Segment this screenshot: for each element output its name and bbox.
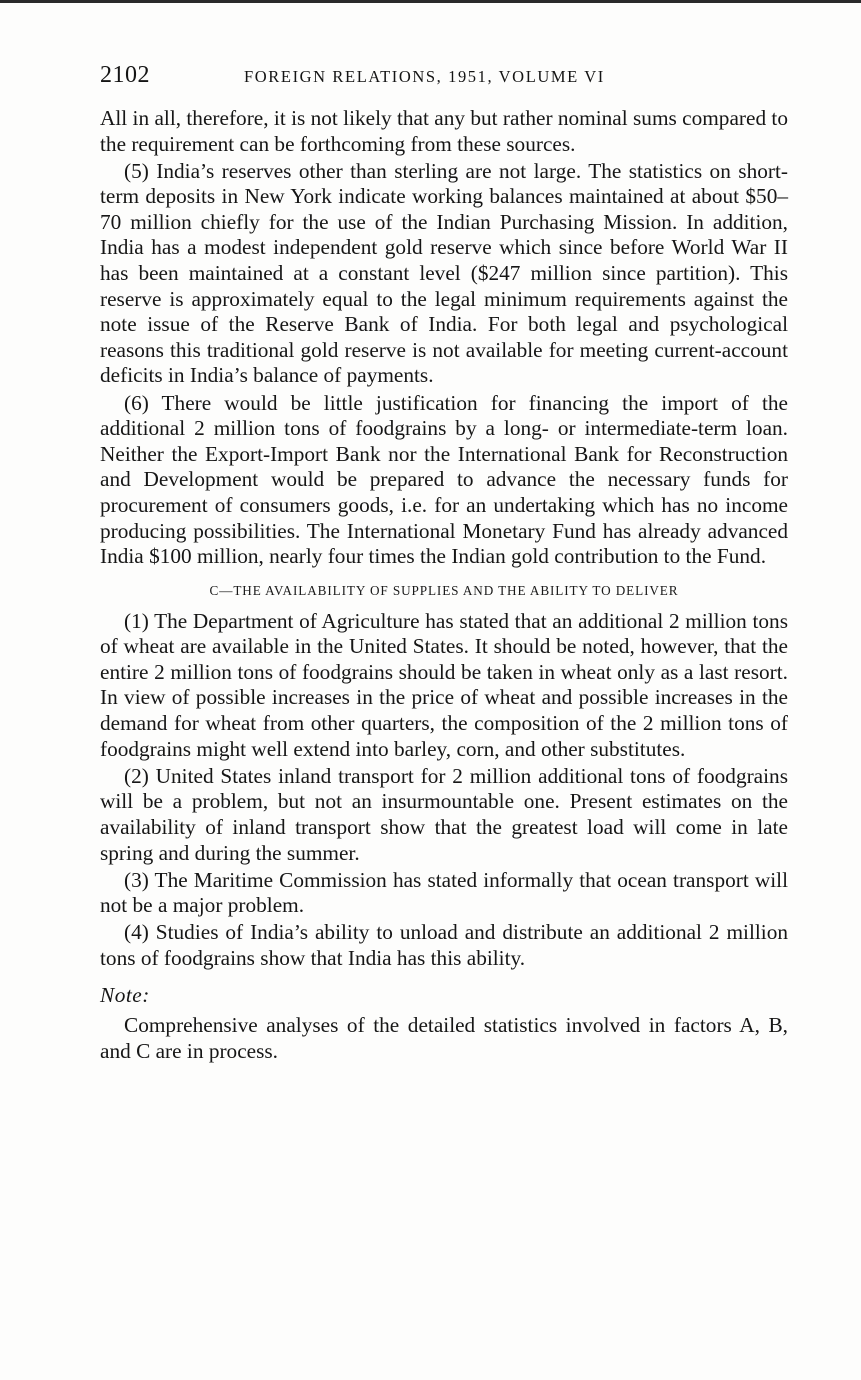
running-head: [100, 62, 790, 96]
paragraph-continuation: All in all, therefore, it is not likely that any but rather nominal sums compared to the requirement can be forthcoming from these sources.: [100, 106, 788, 156]
section-heading-c: C—THE AVAILABILITY OF SUPPLIES AND THE ABILITY TO DELIVER: [209, 582, 679, 598]
body-text: [100, 106, 788, 1066]
paragraph-item-6: (6) There would be little justification for financing the import of the additional 2 million tons of foodgrains by a long- or intermediate-term loan. Neither the Export-Import Bank nor the International Bank for Reconstruction and Development would be prepared to advance the necessary funds for procurement of consumers goods, i.e. for an undertaking which has no income producing possibilities. The International Monetary Fund has already advanced India $100 million, nearly four times the Indian gold contribution to the Fund.: [100, 390, 788, 569]
note-text: Comprehensive analyses of the detailed statistics involved in factors A, B, and C are in process.: [100, 1013, 788, 1063]
page-top-edge: [0, 0, 861, 3]
section-c-paragraph-3: (3) The Maritime Commission has stated informally that ocean transport will not be a major problem.: [100, 867, 788, 918]
page-number: 2102: [100, 62, 150, 88]
section-c-paragraph-1: (1) The Department of Agriculture has stated that an additional 2 million tons of wheat are available in the United States. It should be noted, however, that the entire 2 million tons of foodgrains should be taken in wheat only as a last resort. In view of possible increases in the price of wheat and possible increases in the demand for wheat from other quarters, the composition of the 2 million tons of foodgrains might well extend into barley, corn, and other substitutes.: [100, 608, 788, 761]
note-label: Note:: [100, 982, 150, 1007]
section-c-paragraph-4: (4) Studies of India’s ability to unload and distribute an additional 2 million tons of foodgrains show that India has this ability.: [100, 920, 788, 970]
section-c-paragraph-2: (2) United States inland transport for 2 million additional tons of foodgrains will be a problem, but not an insurmountable one. Present estimates on the availability of inland transport show that the greatest load will come in late spring and during the summer.: [100, 763, 788, 865]
paragraph-item-5: (5) India’s reserves other than sterling are not large. The statistics on short-term deposits in New York indicate working balances maintained at about $50–70 million chiefly for the use of the Indian Purchasing Mission. In addition, India has a modest independent gold reserve which since before World War II has been maintained at a constant level ($247 million since partition). This reserve is approximately equal to the legal minimum requirements against the note issue of the Reserve Bank of India. For both legal and psychological reasons this traditional gold reserve is not available for meeting current-account deficits in India’s balance of payments.: [100, 158, 788, 388]
running-title: FOREIGN RELATIONS, 1951, VOLUME VI: [244, 67, 605, 86]
